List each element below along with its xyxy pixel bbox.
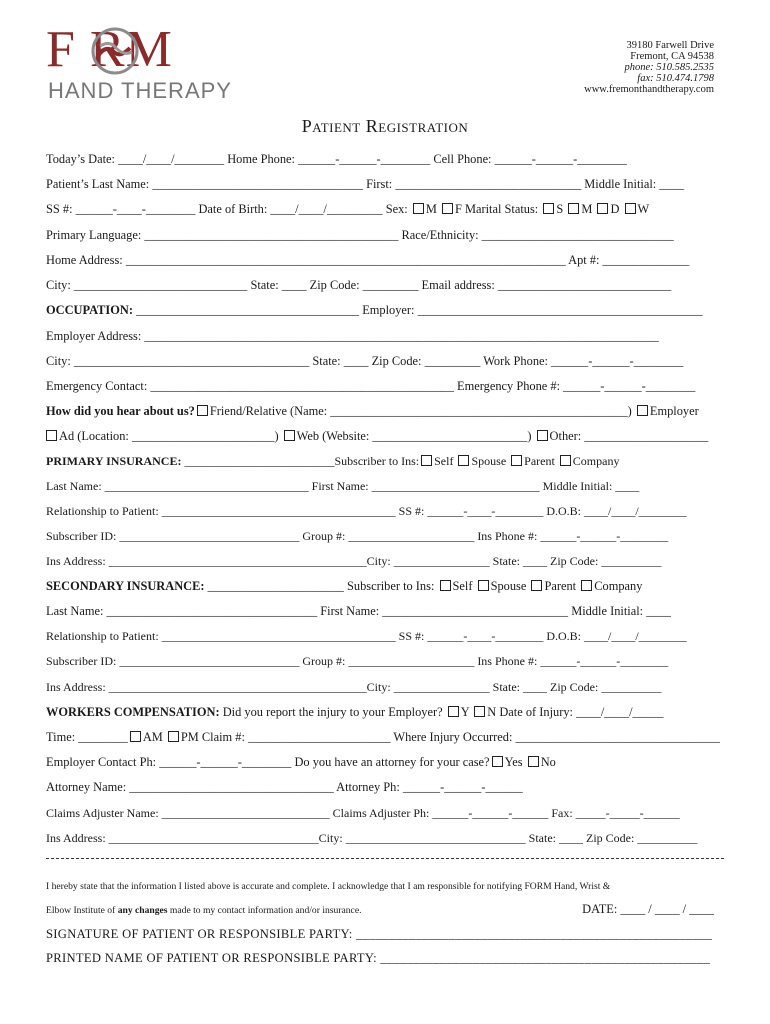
row-patient-name[interactable]: Patient’s Last Name: __________________________________ First: ______________________________ Middle Initial: ____ [46,177,685,191]
row-primary-insurance[interactable] [46,454,619,468]
marital-label: F Marital Status: [454,202,542,216]
sex-m-label: M [425,202,440,216]
time-am-checkbox[interactable] [130,731,141,742]
primary-subscriber-label: _________________________Subscriber to Ins: [181,454,420,468]
statement-line-2: Elbow Institute of any changes made to my contact information and/or insurance. DATE: ____ / ____ / ____ [46,902,714,916]
row-city-email[interactable]: City: ____________________________ State: ____ Zip Code: _________ Email address: ____________________________ [46,278,672,292]
referral-label: How did you hear about us? [46,404,195,418]
row-primary-name[interactable]: Last Name: __________________________________ First Name: ____________________________ Middle Initial: ____ [46,479,640,493]
secondary-subscriber-label: ______________________ Subscriber to Ins: [204,579,438,593]
statement-line-1: I hereby state that the information I listed above is accurate and complete. I acknowledge that I am responsible for notifying FORM Hand, Wrist & [46,881,611,892]
occupation-field[interactable]: ____________________________________ Employer: ______________________________________________ [132,303,703,317]
address-web[interactable]: www.fremonthandtherapy.com [584,84,714,95]
marital-s-checkbox[interactable] [543,203,554,214]
attorney-no-checkbox[interactable] [528,756,539,767]
row-secondary-insurance[interactable] [46,579,642,593]
injury-yes-label: Y [460,705,473,719]
row-occupation[interactable] [46,303,703,317]
referral-friend-checkbox[interactable] [197,405,208,416]
secondary-insurance-label: SECONDARY INSURANCE: [46,579,205,593]
referral-ad-checkbox[interactable] [46,430,57,441]
row-primary-subscriber[interactable]: Subscriber ID: ______________________________ Group #: _____________________ Ins Phone #: ______-______-________ [46,529,669,543]
address-line-2: Fremont, CA 94538 [630,51,714,62]
workers-comp-label: WORKERS COMPENSATION: [46,705,220,719]
row-employer-city[interactable]: City: ______________________________________ State: ____ Zip Code: _________ Work Phone: ______-______-________ [46,354,684,368]
claim-label: PM Claim #: _______________________ Where Injury Occurred: _________________________________ [180,730,720,744]
sex-m-checkbox[interactable] [413,203,424,214]
marital-w-label: W [637,202,650,216]
referral-other-checkbox[interactable] [537,430,548,441]
hands-logo-icon [86,22,144,80]
referral-friend-label: Friend/Relative (Name: ________________________________________________) [209,404,635,418]
secondary-parent-label: Parent [544,579,580,593]
row-secondary-relationship[interactable]: Relationship to Patient: _______________________________________ SS #: ______-____-________ D.O.B: ____/____/________ [46,629,687,643]
row-primary-address[interactable]: Ins Address: ___________________________________________City: ________________ State: ____ Zip Code: __________ [46,554,662,568]
injury-reported-no-checkbox[interactable] [474,706,485,717]
secondary-company-checkbox[interactable] [581,580,592,591]
logo-subtitle: HAND THERAPY [48,78,232,103]
secondary-company-label: Company [594,579,643,593]
referral-employer-checkbox[interactable] [637,405,648,416]
row-employer-contact[interactable] [46,755,556,769]
logo-word: F RM [46,21,173,78]
marital-d-label: D [610,202,623,216]
form-logo [46,20,246,102]
injury-no-date-label: N Date of Injury: ____/____/_____ [487,705,664,719]
row-dates-phones[interactable]: Today’s Date: ____/____/________ Home Phone: ______-______-________ Cell Phone: ______-______-________ [46,152,627,166]
clinic-address [584,40,714,95]
row-claims-adjuster[interactable]: Claims Adjuster Name: ____________________________ Claims Adjuster Ph: ______-______-______ Fax: _____-_____-______ [46,806,680,820]
row-home-address[interactable]: Home Address: _______________________________________________________________________ Apt #: ______________ [46,253,690,267]
occupation-label: OCCUPATION: [46,303,133,317]
address-line-1: 39180 Farwell Drive [626,40,714,51]
primary-spouse-checkbox[interactable] [458,455,469,466]
row-secondary-subscriber[interactable]: Subscriber ID: ______________________________ Group #: _____________________ Ins Phone #: ______-______-________ [46,654,669,668]
secondary-self-label: Self [452,579,476,593]
row-referral-2[interactable] [46,429,708,443]
printed-name-line[interactable]: PRINTED NAME OF PATIENT OR RESPONSIBLE PARTY: __________________________________________________ [46,951,711,965]
referral-web-label: Web (Website: _________________________) [296,429,535,443]
statement-date[interactable]: DATE: ____ / ____ / ____ [582,902,714,916]
row-referral[interactable] [46,404,699,418]
attorney-question: Employer Contact Ph: ______-______-________ Do you have an attorney for your case? [46,755,490,769]
primary-parent-label: Parent [524,454,558,468]
referral-employer-label: Employer [649,404,699,418]
row-attorney[interactable]: Attorney Name: _________________________________ Attorney Ph: ______-______-______ [46,780,523,794]
row-secondary-address[interactable]: Ins Address: ___________________________________________City: ________________ State: ____ Zip Code: __________ [46,680,662,694]
attorney-yes-label: Yes [504,755,526,769]
primary-company-checkbox[interactable] [560,455,571,466]
row-language[interactable]: Primary Language: _________________________________________ Race/Ethnicity: _______________________________ [46,228,674,242]
primary-company-label: Company [572,454,620,468]
row-secondary-name[interactable]: Last Name: __________________________________ First Name: ______________________________ Middle Initial: ____ [46,604,672,618]
referral-ad-label: Ad (Location: _______________________) [59,429,282,443]
dashed-divider [46,858,724,859]
secondary-spouse-label: Spouse [490,579,530,593]
marital-s-label: S [556,202,567,216]
secondary-parent-checkbox[interactable] [531,580,542,591]
time-pm-checkbox[interactable] [168,731,179,742]
marital-m-label: M [581,202,596,216]
row-employer-address[interactable]: Employer Address: ___________________________________________________________________________________ [46,329,659,343]
primary-self-checkbox[interactable] [421,455,432,466]
row-workers-comp[interactable] [46,705,664,719]
ss-dob-label: SS #: ______-____-________ Date of Birth: ____/____/_________ Sex: [46,202,411,216]
referral-web-checkbox[interactable] [284,430,295,441]
injury-reported-yes-checkbox[interactable] [448,706,459,717]
row-ss-dob-sex[interactable] [46,202,649,216]
attorney-no-label: No [540,755,556,769]
primary-insurance-label: PRIMARY INSURANCE: [46,454,182,468]
signature-line[interactable]: SIGNATURE OF PATIENT OR RESPONSIBLE PARTY: ______________________________________________________ [46,927,713,941]
marital-m-checkbox[interactable] [568,203,579,214]
row-emergency[interactable]: Emergency Contact: _________________________________________________ Emergency Phone #: ______-______-________ [46,379,696,393]
address-fax: fax: 510.474.1798 [637,73,714,84]
secondary-spouse-checkbox[interactable] [478,580,489,591]
primary-spouse-label: Spouse [471,454,510,468]
time-am-label: AM [142,730,166,744]
page-title: Patient Registration [301,116,469,136]
marital-w-checkbox[interactable] [625,203,636,214]
time-label: Time: ________ [46,730,128,744]
marital-d-checkbox[interactable] [597,203,608,214]
row-primary-relationship[interactable]: Relationship to Patient: _______________________________________ SS #: ______-____-________ D.O.B: ____/____/________ [46,504,687,518]
primary-self-label: Self [434,454,457,468]
row-time-claim[interactable] [46,730,720,744]
injury-report-question: Did you report the injury to your Employer? [219,705,446,719]
row-wc-address[interactable]: Ins Address: ___________________________________City: ______________________________ State: ____ Zip Code: __________ [46,831,698,845]
address-phone: phone: 510.585.2535 [624,62,714,73]
secondary-self-checkbox[interactable] [440,580,451,591]
primary-parent-checkbox[interactable] [511,455,522,466]
referral-other-label: Other: ____________________ [549,429,709,443]
attorney-yes-checkbox[interactable] [492,756,503,767]
sex-f-checkbox[interactable] [442,203,453,214]
